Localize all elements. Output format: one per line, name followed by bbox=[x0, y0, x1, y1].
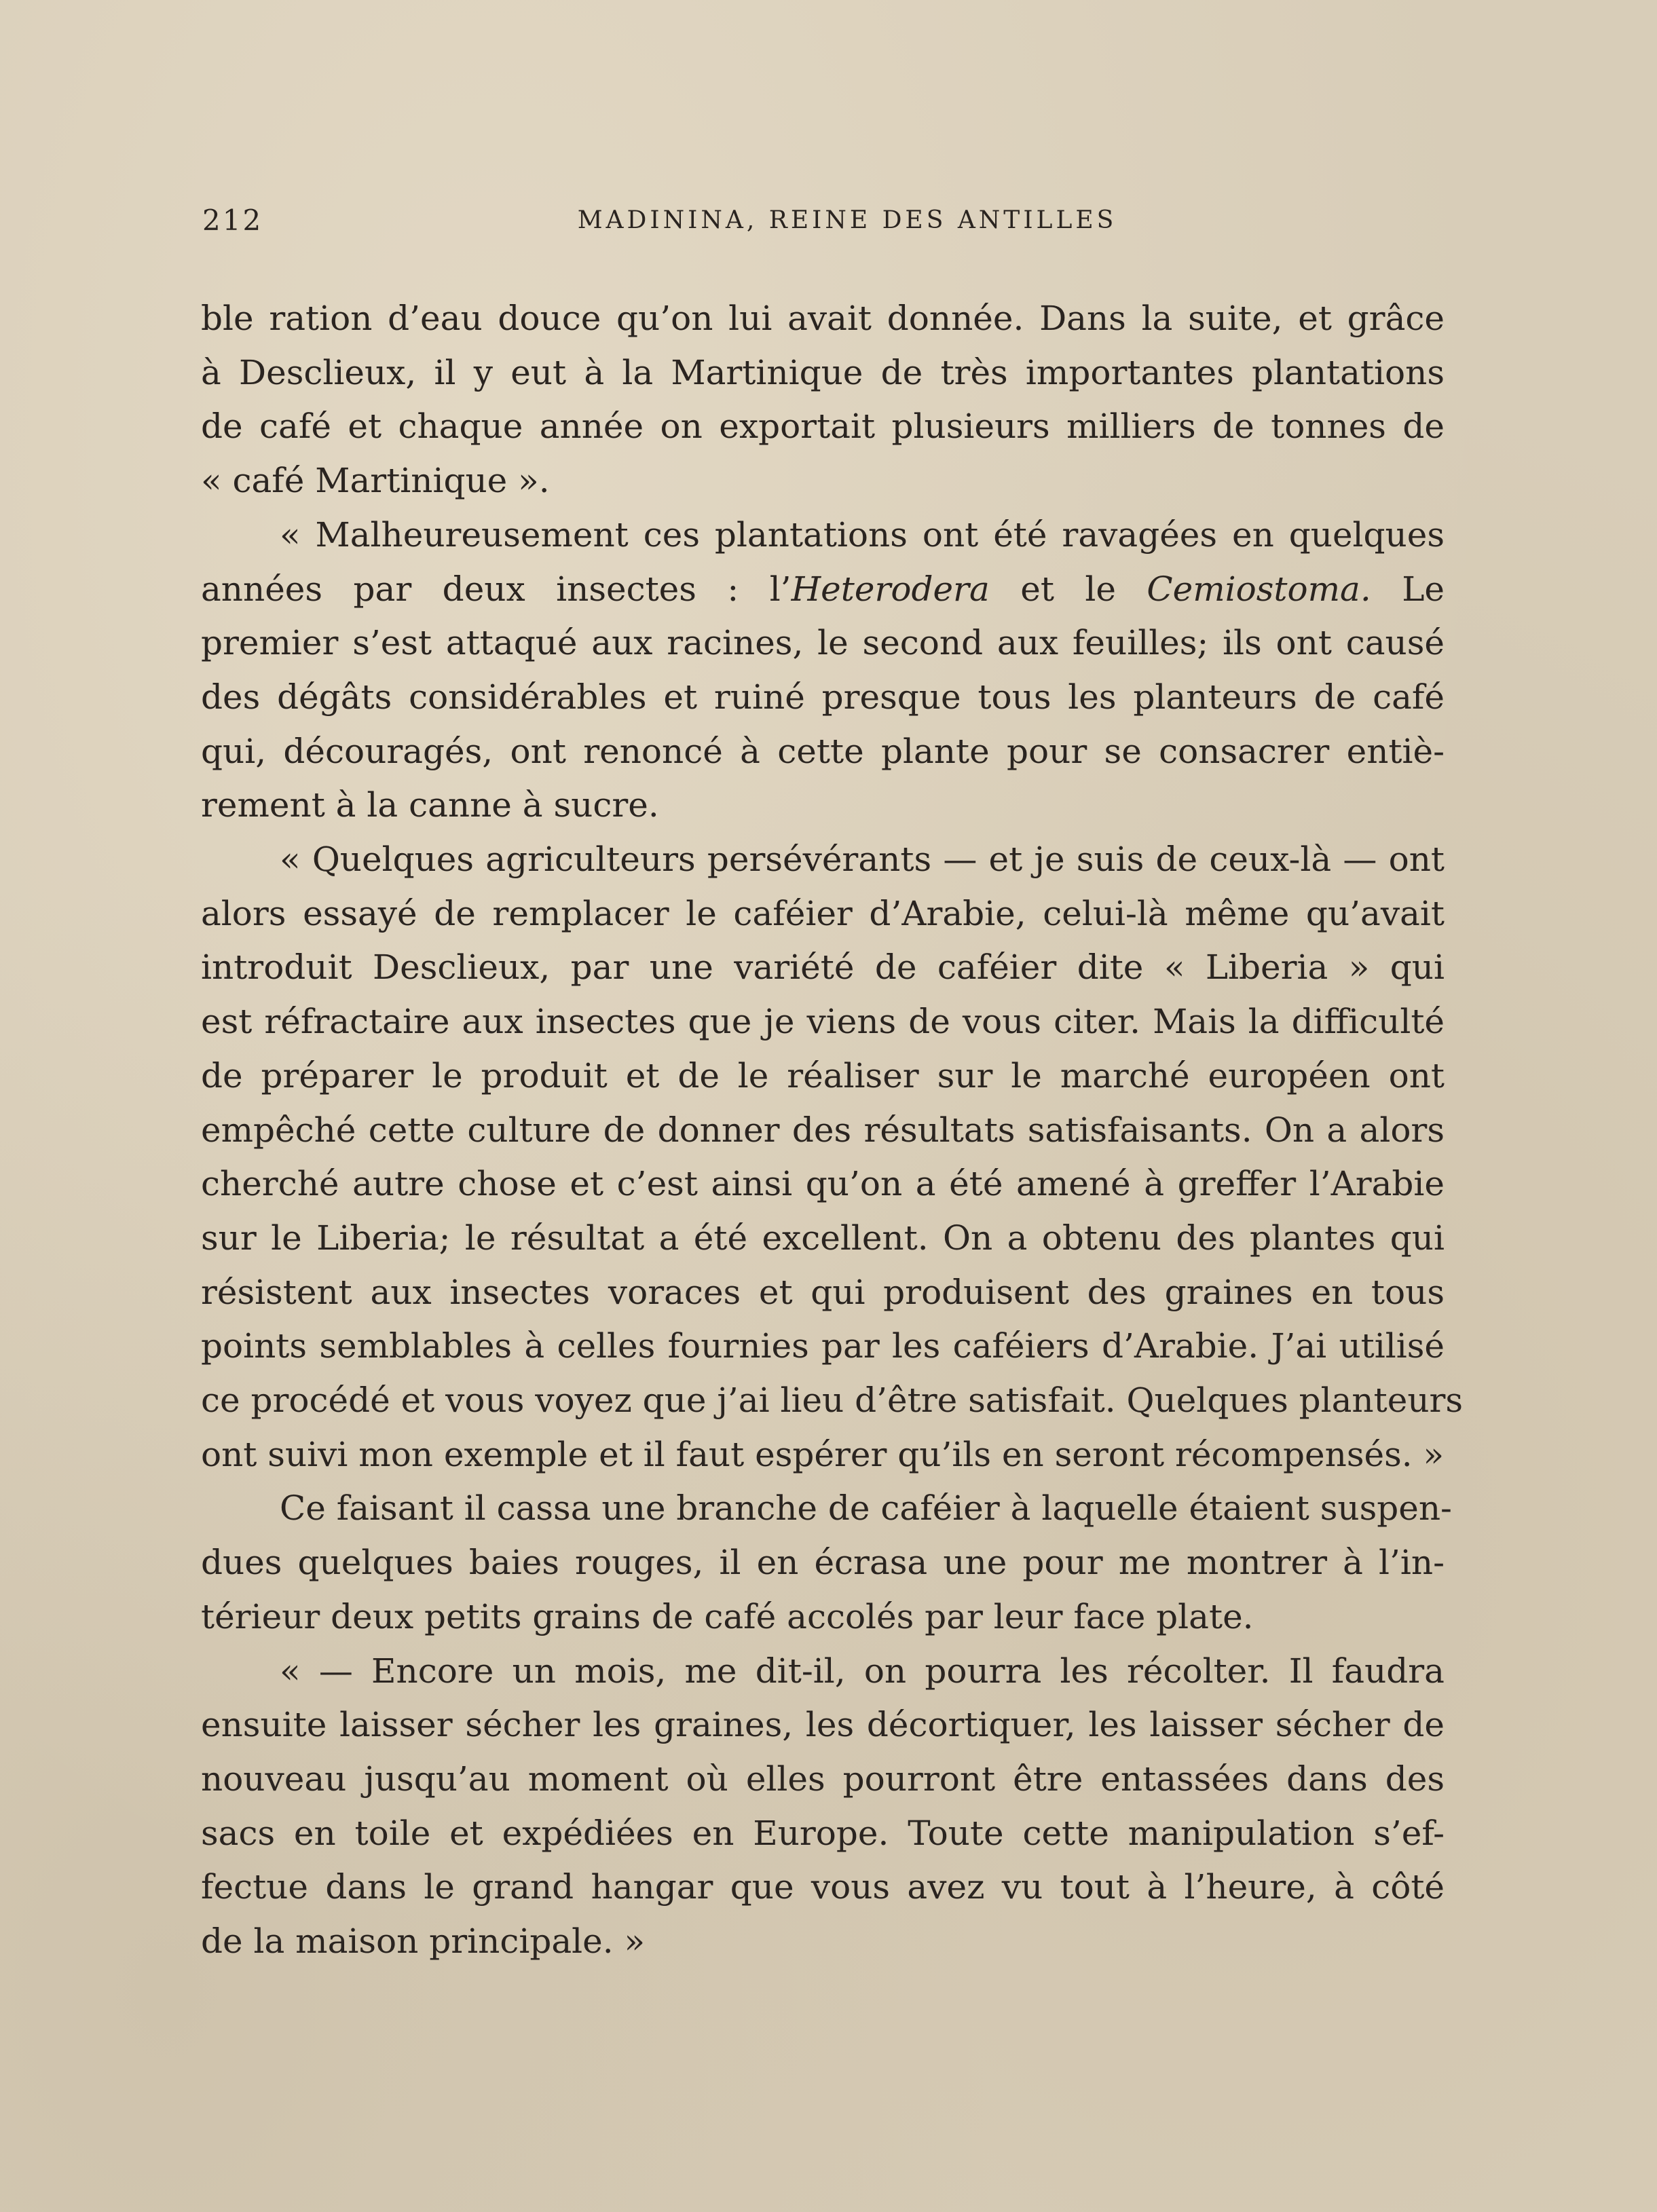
text-line: térieur deux petits grains de café accolés par leur face plate. bbox=[201, 1596, 1254, 1636]
text-line: sur le Liberia; le résultat a été excellent. On a obtenu des plantes qui bbox=[201, 1218, 1445, 1258]
text-fragment: années par deux insectes : l’ bbox=[201, 569, 792, 609]
text-fragment: et le bbox=[989, 569, 1147, 609]
text-line: alors essayé de remplacer le caféier d’Arabie, celui-là même qu’avait bbox=[201, 893, 1445, 933]
text-line: sacs en toile et expédiées en Europe. Toute cette manipulation s’ef- bbox=[201, 1813, 1445, 1853]
text-line: « Quelques agriculteurs persévérants — et je suis de ceux-là — ont bbox=[280, 840, 1445, 880]
text-line: Ce faisant il cassa une branche de caféier à laquelle étaient suspen- bbox=[280, 1488, 1452, 1529]
italic-term-heterodera: Heterodera bbox=[791, 569, 990, 609]
text-line: ont suivi mon exemple et il faut espérer qu’ils en seront récompensés. » bbox=[201, 1434, 1445, 1474]
text-line: à Desclieux, il y eut à la Martinique de très importantes plantations bbox=[201, 352, 1445, 392]
running-head bbox=[202, 204, 1451, 244]
text-line: de café et chaque année on exportait plusieurs milliers de tonnes de bbox=[201, 407, 1445, 447]
text-line: introduit Desclieux, par une variété de caféier dite « Liberia » qui bbox=[201, 948, 1445, 988]
text-line: empêché cette culture de donner des résultats satisfaisants. On a alors bbox=[201, 1110, 1445, 1150]
text-line: qui, découragés, ont renoncé à cette plante pour se consacrer entiè- bbox=[201, 731, 1445, 771]
text-line: ensuite laisser sécher les graines, les décortiquer, les laisser sécher de bbox=[201, 1705, 1445, 1745]
text-line: dues quelques baies rouges, il en écrasa une pour me montrer à l’in- bbox=[201, 1543, 1445, 1583]
text-line: ce procédé et vous voyez que j’ai lieu d’être satisfait. Quelques planteurs bbox=[201, 1381, 1464, 1421]
text-line: ble ration d’eau douce qu’on lui avait donnée. Dans la suite, et grâce bbox=[201, 299, 1445, 338]
text-line: « café Martinique ». bbox=[201, 461, 550, 501]
text-line: « — Encore un mois, me dit-il, on pourra les récolter. Il faudra bbox=[280, 1651, 1445, 1691]
text-line: de la maison principale. » bbox=[201, 1922, 646, 1962]
italic-term-cemiostoma: Cemiostoma. bbox=[1147, 569, 1371, 609]
text-line: premier s’est attaqué aux racines, le second aux feuilles; ils ont causé bbox=[201, 623, 1445, 663]
text-line: des dégâts considérables et ruiné presque tous les planteurs de café bbox=[201, 677, 1445, 717]
text-line: de préparer le produit et de le réaliser sur le marché européen ont bbox=[201, 1055, 1445, 1095]
text-line: « Malheureusement ces plantations ont été ravagées en quelques bbox=[280, 514, 1445, 555]
body-text bbox=[201, 292, 1464, 1969]
text-line-mixed bbox=[201, 563, 1445, 617]
text-line: cherché autre chose et c’est ainsi qu’on a été amené à greffer l’Arabie bbox=[201, 1164, 1445, 1204]
text-line: fectue dans le grand hangar que vous avez vu tout à l’heure, à côté bbox=[201, 1867, 1445, 1907]
text-line: rement à la canne à sucre. bbox=[201, 785, 659, 825]
page-number: 212 bbox=[202, 204, 263, 237]
text-line: nouveau jusqu’au moment où elles pourront être entassées dans des bbox=[201, 1759, 1445, 1799]
text-line: points semblables à celles fournies par les caféiers d’Arabie. J’ai utilisé bbox=[201, 1326, 1445, 1366]
text-line: est réfractaire aux insectes que je viens de vous citer. Mais la difficulté bbox=[201, 1002, 1445, 1042]
running-title: MADININA, REINE DES ANTILLES bbox=[577, 206, 1117, 234]
text-fragment: Le bbox=[1371, 569, 1445, 609]
text-line: résistent aux insectes voraces et qui produisent des graines en tous bbox=[201, 1272, 1445, 1312]
